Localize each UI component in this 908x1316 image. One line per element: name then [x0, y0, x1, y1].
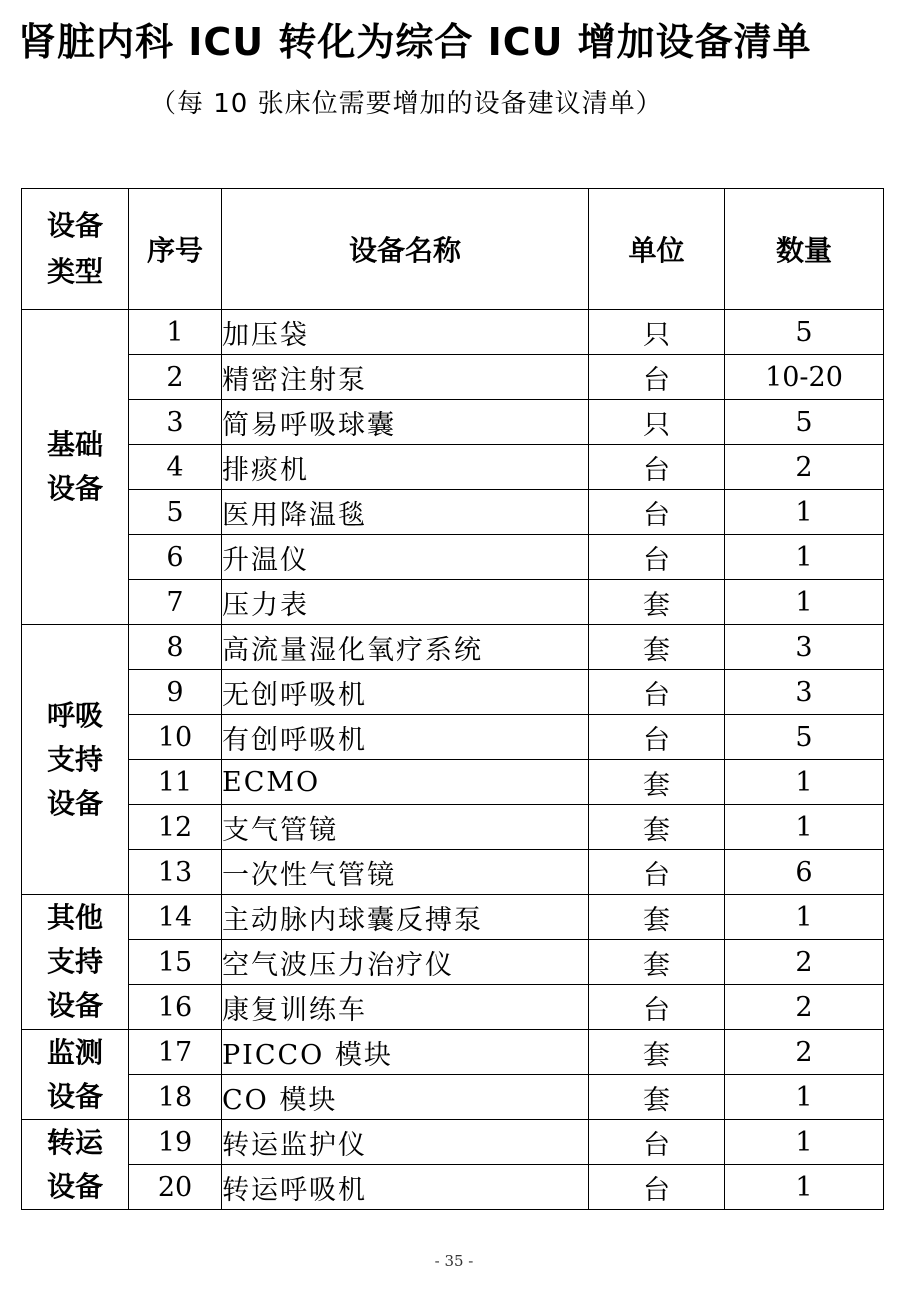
row-number-cell: 8: [129, 625, 222, 670]
quantity-cell: 3: [725, 625, 884, 670]
row-number-cell: 11: [129, 760, 222, 805]
row-number-cell: 1: [129, 310, 222, 355]
row-number-cell: 14: [129, 895, 222, 940]
unit-cell: 套: [589, 760, 725, 805]
unit-cell: 台: [589, 445, 725, 490]
category-line: 转运: [46, 1125, 103, 1159]
header-name: 设备名称: [222, 189, 589, 310]
table-row: [22, 490, 884, 535]
table-row: [22, 1075, 884, 1120]
category-cell: [22, 310, 129, 625]
unit-cell: 套: [589, 625, 725, 670]
unit-cell: 套: [589, 940, 725, 985]
unit-cell: 台: [589, 985, 725, 1030]
equipment-name-cell: 高流量湿化氧疗系统: [222, 625, 589, 670]
category-line: 设备: [46, 1079, 103, 1113]
table-row: [22, 715, 884, 760]
page-subtitle: （每 10 张床位需要增加的设备建议清单）: [150, 89, 663, 119]
quantity-cell: 1: [725, 1120, 884, 1165]
row-number-cell: 13: [129, 850, 222, 895]
quantity-cell: 1: [725, 1075, 884, 1120]
unit-cell: 套: [589, 580, 725, 625]
unit-cell: 套: [589, 1030, 725, 1075]
unit-cell: 台: [589, 1120, 725, 1165]
equipment-name-cell: 排痰机: [222, 445, 589, 490]
category-line: 基础: [46, 428, 103, 461]
row-number-cell: 5: [129, 490, 222, 535]
equipment-name-cell: ECMO: [222, 760, 589, 805]
unit-cell: 台: [589, 715, 725, 760]
category-line: 支持: [46, 945, 103, 978]
category-line: 其他: [46, 901, 103, 934]
table-row: [22, 760, 884, 805]
table-row: [22, 670, 884, 715]
table-row: [22, 1120, 884, 1165]
row-number-cell: 19: [129, 1120, 222, 1165]
category-line: 设备: [46, 472, 103, 505]
table-row: [22, 580, 884, 625]
row-number-cell: 4: [129, 445, 222, 490]
category-line: 设备: [46, 786, 103, 820]
row-number-cell: 3: [129, 400, 222, 445]
header-category: [22, 189, 129, 310]
table-header-row: [22, 189, 884, 310]
header-qty: 数量: [725, 189, 884, 310]
quantity-cell: 2: [725, 1030, 884, 1075]
table-row: [22, 355, 884, 400]
equipment-name-cell: 空气波压力治疗仪: [222, 940, 589, 985]
row-number-cell: 10: [129, 715, 222, 760]
quantity-cell: 1: [725, 580, 884, 625]
row-number-cell: 6: [129, 535, 222, 580]
table-row: [22, 940, 884, 985]
category-line: 设备: [46, 1169, 103, 1203]
category-line: 设备: [46, 989, 103, 1022]
quantity-cell: 1: [725, 490, 884, 535]
equipment-name-cell: 康复训练车: [222, 985, 589, 1030]
equipment-name-cell: 精密注射泵: [222, 355, 589, 400]
unit-cell: 台: [589, 670, 725, 715]
category-cell: [22, 625, 129, 895]
row-number-cell: 15: [129, 940, 222, 985]
unit-cell: 只: [589, 400, 725, 445]
quantity-cell: 6: [725, 850, 884, 895]
page-title: 肾脏内科 ICU 转化为综合 ICU 增加设备清单: [18, 20, 812, 64]
quantity-cell: 1: [725, 760, 884, 805]
unit-cell: 台: [589, 490, 725, 535]
equipment-name-cell: 升温仪: [222, 535, 589, 580]
equipment-name-cell: 医用降温毯: [222, 490, 589, 535]
equipment-table: [21, 188, 884, 1210]
table-row: [22, 850, 884, 895]
quantity-cell: 10-20: [725, 355, 884, 400]
quantity-cell: 2: [725, 445, 884, 490]
row-number-cell: 9: [129, 670, 222, 715]
quantity-cell: 5: [725, 715, 884, 760]
equipment-name-cell: PICCO 模块: [222, 1030, 589, 1075]
unit-cell: 套: [589, 895, 725, 940]
row-number-cell: 2: [129, 355, 222, 400]
row-number-cell: 17: [129, 1030, 222, 1075]
equipment-name-cell: 主动脉内球囊反搏泵: [222, 895, 589, 940]
unit-cell: 套: [589, 805, 725, 850]
equipment-name-cell: CO 模块: [222, 1075, 589, 1120]
category-cell: [22, 895, 129, 1030]
unit-cell: 台: [589, 850, 725, 895]
equipment-name-cell: 转运呼吸机: [222, 1165, 589, 1210]
table-row: [22, 535, 884, 580]
equipment-name-cell: 支气管镜: [222, 805, 589, 850]
category-cell: [22, 1120, 129, 1210]
unit-cell: 台: [589, 355, 725, 400]
quantity-cell: 2: [725, 940, 884, 985]
table-row: [22, 895, 884, 940]
row-number-cell: 18: [129, 1075, 222, 1120]
quantity-cell: 1: [725, 895, 884, 940]
equipment-name-cell: 压力表: [222, 580, 589, 625]
table-row: [22, 1030, 884, 1075]
row-number-cell: 20: [129, 1165, 222, 1210]
header-category-line: 设备: [46, 209, 103, 242]
equipment-name-cell: 有创呼吸机: [222, 715, 589, 760]
category-line: 监测: [46, 1035, 103, 1069]
unit-cell: 台: [589, 535, 725, 580]
table-row: [22, 445, 884, 490]
quantity-cell: 1: [725, 1165, 884, 1210]
quantity-cell: 2: [725, 985, 884, 1030]
equipment-name-cell: 一次性气管镜: [222, 850, 589, 895]
unit-cell: 只: [589, 310, 725, 355]
quantity-cell: 5: [725, 310, 884, 355]
table-row: [22, 625, 884, 670]
table-row: [22, 985, 884, 1030]
header-unit: 单位: [589, 189, 725, 310]
page-number: - 35 -: [434, 1252, 474, 1270]
table-row: [22, 805, 884, 850]
quantity-cell: 1: [725, 535, 884, 580]
header-category-line: 类型: [46, 255, 103, 288]
quantity-cell: 3: [725, 670, 884, 715]
table-row: [22, 310, 884, 355]
unit-cell: 套: [589, 1075, 725, 1120]
equipment-name-cell: 加压袋: [222, 310, 589, 355]
row-number-cell: 12: [129, 805, 222, 850]
quantity-cell: 5: [725, 400, 884, 445]
category-line: 呼吸: [46, 698, 103, 732]
category-cell: [22, 1030, 129, 1120]
table-row: [22, 400, 884, 445]
row-number-cell: 7: [129, 580, 222, 625]
category-line: 支持: [46, 742, 103, 776]
unit-cell: 台: [589, 1165, 725, 1210]
equipment-name-cell: 无创呼吸机: [222, 670, 589, 715]
row-number-cell: 16: [129, 985, 222, 1030]
equipment-name-cell: 简易呼吸球囊: [222, 400, 589, 445]
header-no: 序号: [129, 189, 222, 310]
equipment-name-cell: 转运监护仪: [222, 1120, 589, 1165]
quantity-cell: 1: [725, 805, 884, 850]
table-body: [22, 310, 884, 1210]
table-row: [22, 1165, 884, 1210]
